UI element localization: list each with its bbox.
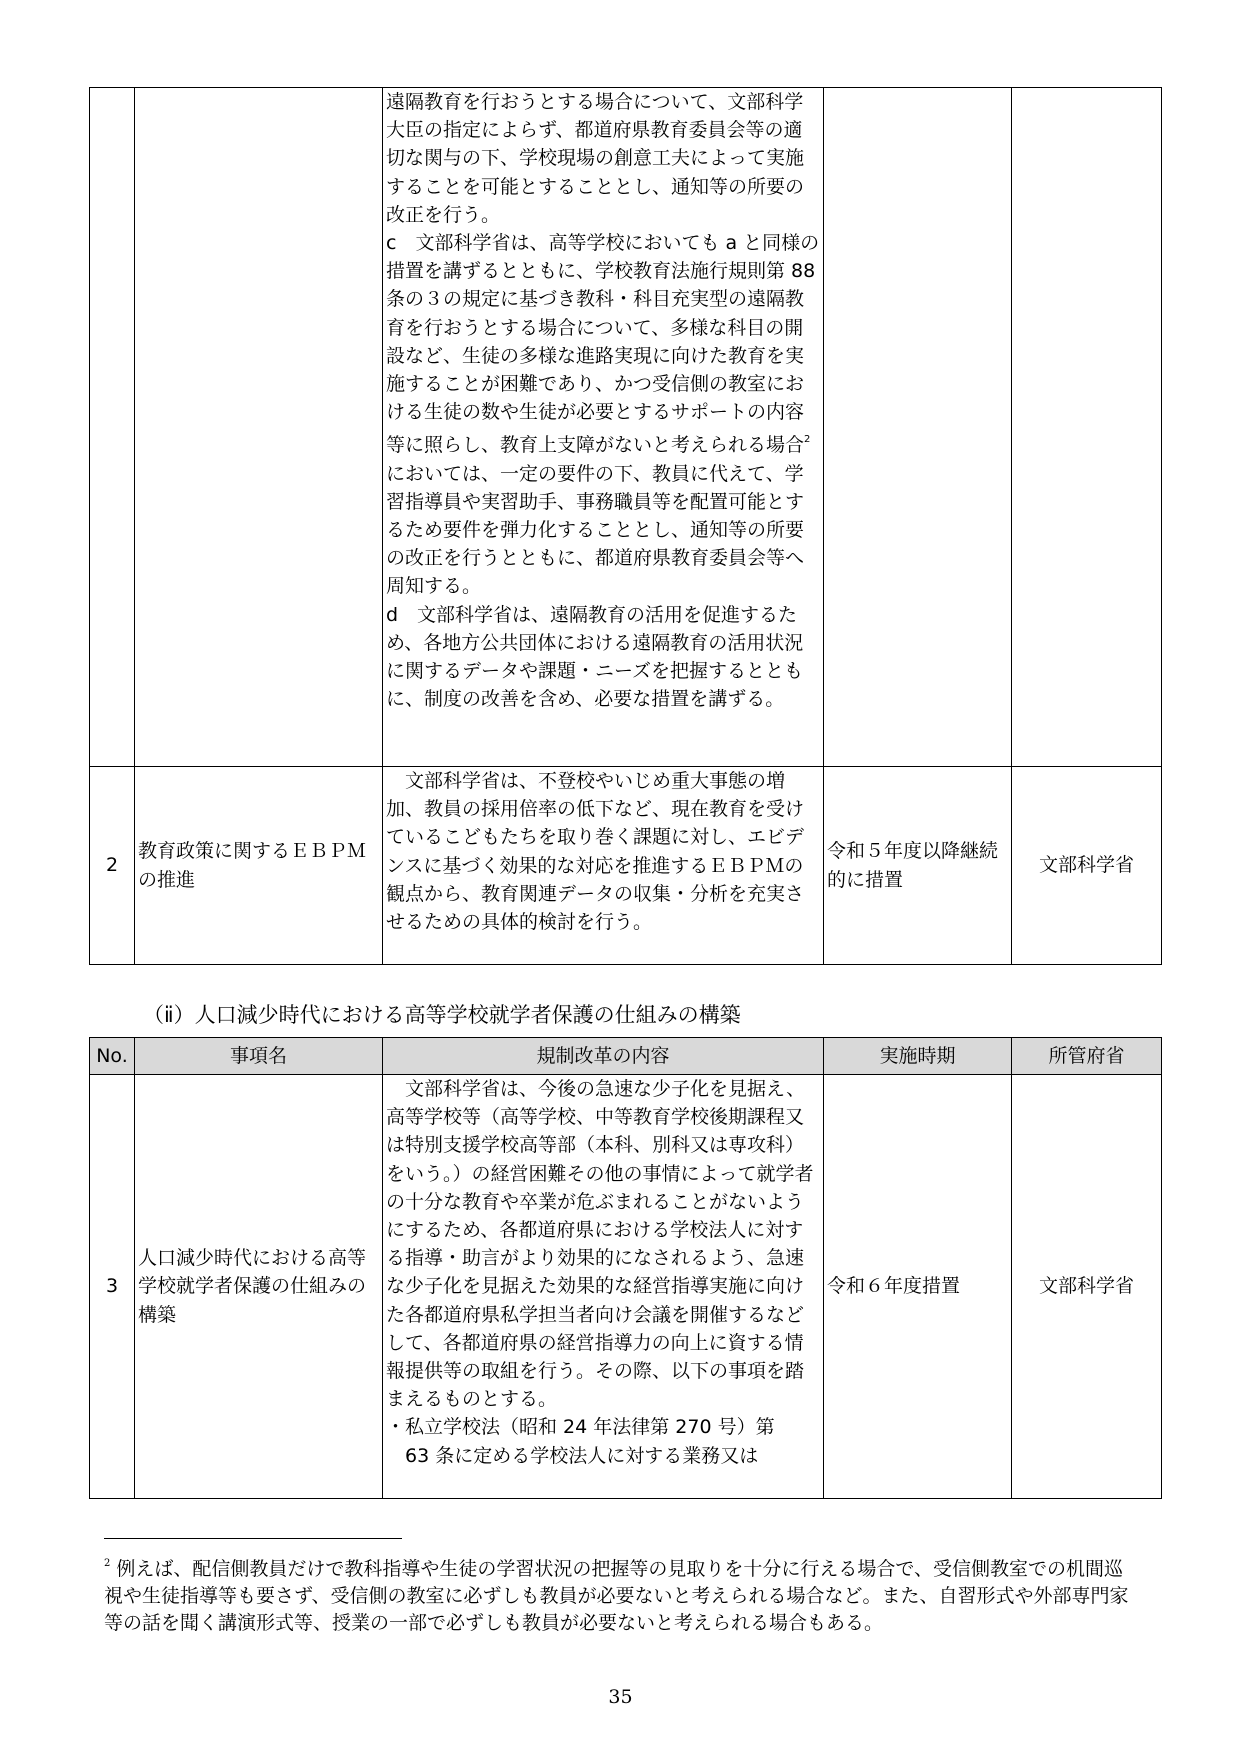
item-name: 教育政策に関するＥＢＰＭの推進 — [135, 767, 383, 965]
reform-content: 文部科学省は、今後の急速な少子化を見据え、高等学校等（高等学校、中等教育学校後期課程又は特別支援学校高等部（本科、別科又は専攻科）をいう。）の経営困難その他の事情によって就学者の十分な教育や卒業が危ぶまれることがないようにするため、各都道府県における学校法人に対する指導・助言がより効果的になされるよう、急速な少子化を見据えた効果的な経営指導実施に向けた各都道府県私学担当者向け会議を開催するなどして、各都道府県の経営指導力の向上に資する情報提供等の取組を行う。その際、以下の事項を踏まえるものとする。 ・私立学校法（昭和 24 年法律第 270 号）第 63 条に定める学校法人に対する業務又は — [383, 1075, 824, 1499]
item-name: 人口減少時代における高等学校就学者保護の仕組みの構築 — [135, 1075, 383, 1499]
table-row — [90, 88, 1162, 767]
reform-content: 文部科学省は、不登校やいじめ重大事態の増加、教員の採用倍率の低下など、現在教育を受けているこどもたちを取り巻く課題に対し、エビデンスに基づく効果的な対応を推進するＥＢＰＭの観点から、教育関連データの収集・分析を充実させるための具体的検討を行う。 — [383, 767, 824, 965]
row-number — [90, 88, 135, 767]
footnote-reference: 2 — [804, 434, 811, 446]
implementation-timing: 令和６年度措置 — [824, 1075, 1012, 1499]
footnote-text: 例えば、配信側教員だけで教科指導や生徒の学習状況の把握等の見取りを十分に行える場合で、受信側教室での机間巡視や生徒指導等も要さず、受信側の教室に必ずしも教員が必要ないと考えられる場合など。また、自習形式や外部専門家等の話を聞く講演形式等、授業の一部で必ずしも教員が必要ないと考えられる場合もある。 — [104, 1558, 1129, 1634]
item-name — [135, 88, 383, 767]
row-number: 3 — [90, 1075, 135, 1499]
responsible-ministry: 文部科学省 — [1012, 1075, 1162, 1499]
regulation-table-continued — [89, 87, 1162, 965]
row-number: 2 — [90, 767, 135, 965]
header-content: 規制改革の内容 — [383, 1038, 824, 1075]
responsible-ministry — [1012, 88, 1162, 767]
section-heading: （ⅱ）人口減少時代における高等学校就学者保護の仕組みの構築 — [143, 1003, 741, 1027]
footnote-divider — [104, 1538, 402, 1539]
footnote-number: 2 — [104, 1558, 111, 1569]
implementation-timing: 令和５年度以降継続的に措置 — [824, 767, 1012, 965]
page-number: 35 — [608, 1686, 633, 1708]
reform-content-text: 遠隔教育を行おうとする場合について、文部科学大臣の指定によらず、都道府県教育委員会等の適切な関与の下、学校現場の創意工夫によって実施することを可能とすることとし、通知等の所要の改正を行う。 c 文部科学省は、高等学校においても a と同様の措置を講ずるとともに、学校教育法施行規則第 88 条の３の規定に基づき教科・科目充実型の遠隔教育を行おうとする場合について、多様な科目の開設など、生徒の多様な進路実現に向けた教育を実施することが困難であり、かつ受信側の教室における生徒の数や生徒が必要とするサポートの内容等に照らし、教育上支障がないと考えられる場合 — [386, 91, 820, 457]
table-row — [90, 1075, 1162, 1499]
table-header-row — [90, 1038, 1162, 1075]
header-no: No. — [90, 1038, 135, 1075]
reform-content-text: においては、一定の要件の下、教員に代えて、学習指導員や実習助手、事務職員等を配置可能とするため要件を弾力化することとし、通知等の所要の改正を行うとともに、都道府県教育委員会等へ周知する。 d 文部科学省は、遠隔教育の活用を促進するため、各地方公共団体における遠隔教育の活用状況に関するデータや課題・ニーズを把握するとともに、制度の改善を含め、必要な措置を講ずる。 — [386, 462, 805, 711]
header-ministry: 所管府省 — [1012, 1038, 1162, 1075]
implementation-timing — [824, 88, 1012, 767]
header-item: 事項名 — [135, 1038, 383, 1075]
footnote — [104, 1550, 1134, 1637]
reform-content — [383, 88, 824, 767]
header-timing: 実施時期 — [824, 1038, 1012, 1075]
responsible-ministry: 文部科学省 — [1012, 767, 1162, 965]
regulation-table — [89, 1037, 1162, 1499]
table-row — [90, 767, 1162, 965]
